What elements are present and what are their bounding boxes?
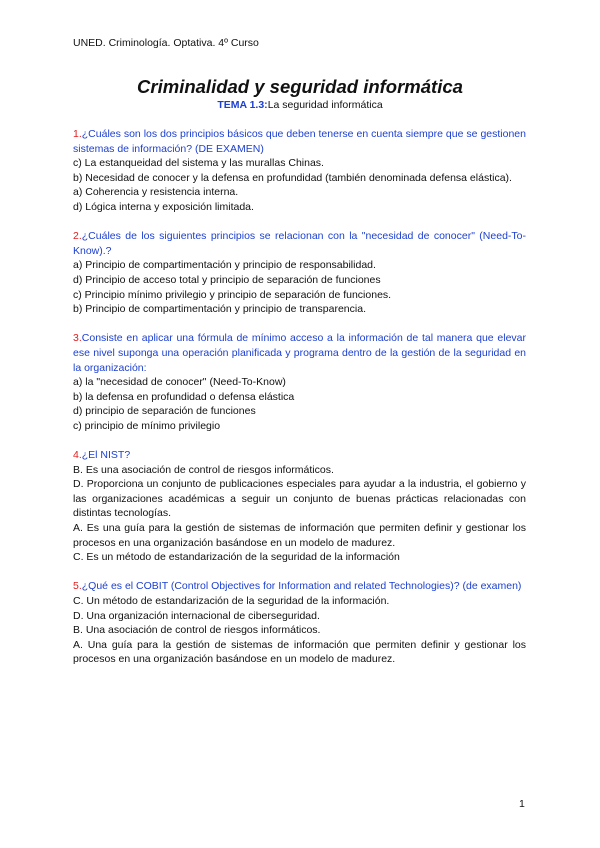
tema-label: TEMA 1.3: (217, 99, 268, 111)
answer-option: c) Principio mínimo privilegio y principio de separación de funciones. (73, 288, 392, 301)
answer-option: c) principio de mínimo privilegio (73, 419, 221, 432)
answer-option: C. Un método de estandarización de la seguridad de la información. (73, 595, 390, 607)
question-3 (73, 331, 526, 433)
answer-option: a) la "necesidad de conocer" (Need-To-Know) (73, 376, 286, 389)
question-body: Consiste en aplicar una fórmula de mínimo acceso a la información de tal manera que elevar ese nivel suponga una operación planificada y programa dentro de la gestión de la seguridad en la organización: (73, 332, 526, 374)
page-number: 1 (519, 798, 525, 810)
answer-option: b) Necesidad de conocer y la defensa en profundidad (también denominada defensa elástica). (73, 171, 512, 184)
question-2 (73, 229, 526, 317)
answer-option: b) Principio de compartimentación y principio de transparencia. (73, 303, 366, 316)
question-body: ¿El NIST? (81, 449, 131, 462)
question-number: 5. (73, 580, 82, 593)
answer-option: B. Es una asociación de control de riesgos informáticos. (73, 463, 334, 476)
answer-option: b) la defensa en profundidad o defensa elástica (73, 390, 295, 403)
answer-option: d) Principio de acceso total y principio de separación de funciones (73, 273, 381, 286)
answer-option: A. Una guía para la gestión de sistemas de información que permiten definir y gestionar los procesos en una organización basándose en un modelo de madurez. (73, 638, 526, 666)
question-4 (73, 448, 526, 565)
question-number: 4. (73, 449, 82, 462)
answer-option: C. Es un método de estandarización de la seguridad de la información (73, 551, 400, 564)
answer-option: c) La estanqueidad del sistema y las murallas Chinas. (73, 157, 324, 170)
question-text (73, 579, 526, 594)
question-number: 2. (73, 230, 82, 243)
answer-option: D. Una organización internacional de ciberseguridad. (73, 609, 320, 622)
page-subtitle (0, 99, 600, 111)
answer-option: d) principio de separación de funciones (73, 405, 256, 418)
question-5 (73, 579, 526, 667)
question-1 (73, 127, 526, 215)
answer-option: D. Proporciona un conjunto de publicaciones especiales para ayudar a la industria, el gobierno y las organizaciones académicas a seguir un conjunto de buenas prácticas relacionadas con distintas tecnologías. (73, 478, 526, 520)
tema-text: La seguridad informática (267, 99, 383, 111)
answer-option: a) Principio de compartimentación y principio de responsabilidad. (73, 259, 376, 272)
question-body: ¿Cuáles son los dos principios básicos que deben tenerse en cuenta siempre que se gestionen sistemas de información? (DE EXAMEN) (73, 128, 526, 155)
questions-list (73, 127, 526, 682)
answer-option: A. Es una guía para la gestión de sistemas de información que permiten definir y gestionar los procesos en una organización basándose en un modelo de madurez. (73, 522, 526, 549)
page-header: UNED. Criminología. Optativa. 4º Curso (73, 37, 259, 49)
question-text (73, 127, 526, 156)
answer-option: B. Una asociación de control de riesgos informáticos. (73, 624, 321, 637)
question-body: ¿Cuáles de los siguientes principios se relacionan con la "necesidad de conocer" (Need-To-Know).? (73, 230, 526, 257)
answer-option: d) Lógica interna y exposición limitada. (73, 200, 254, 213)
question-body: ¿Qué es el COBIT (Control Objectives for Information and related Technologies)? (de examen) (81, 580, 522, 593)
question-text (73, 331, 526, 375)
question-text (73, 448, 526, 463)
question-number: 3. (73, 332, 82, 345)
question-text (73, 229, 526, 258)
page-title: Criminalidad y seguridad informática (137, 76, 463, 97)
answer-option: a) Coherencia y resistencia interna. (73, 186, 239, 199)
question-number: 1. (73, 128, 82, 140)
